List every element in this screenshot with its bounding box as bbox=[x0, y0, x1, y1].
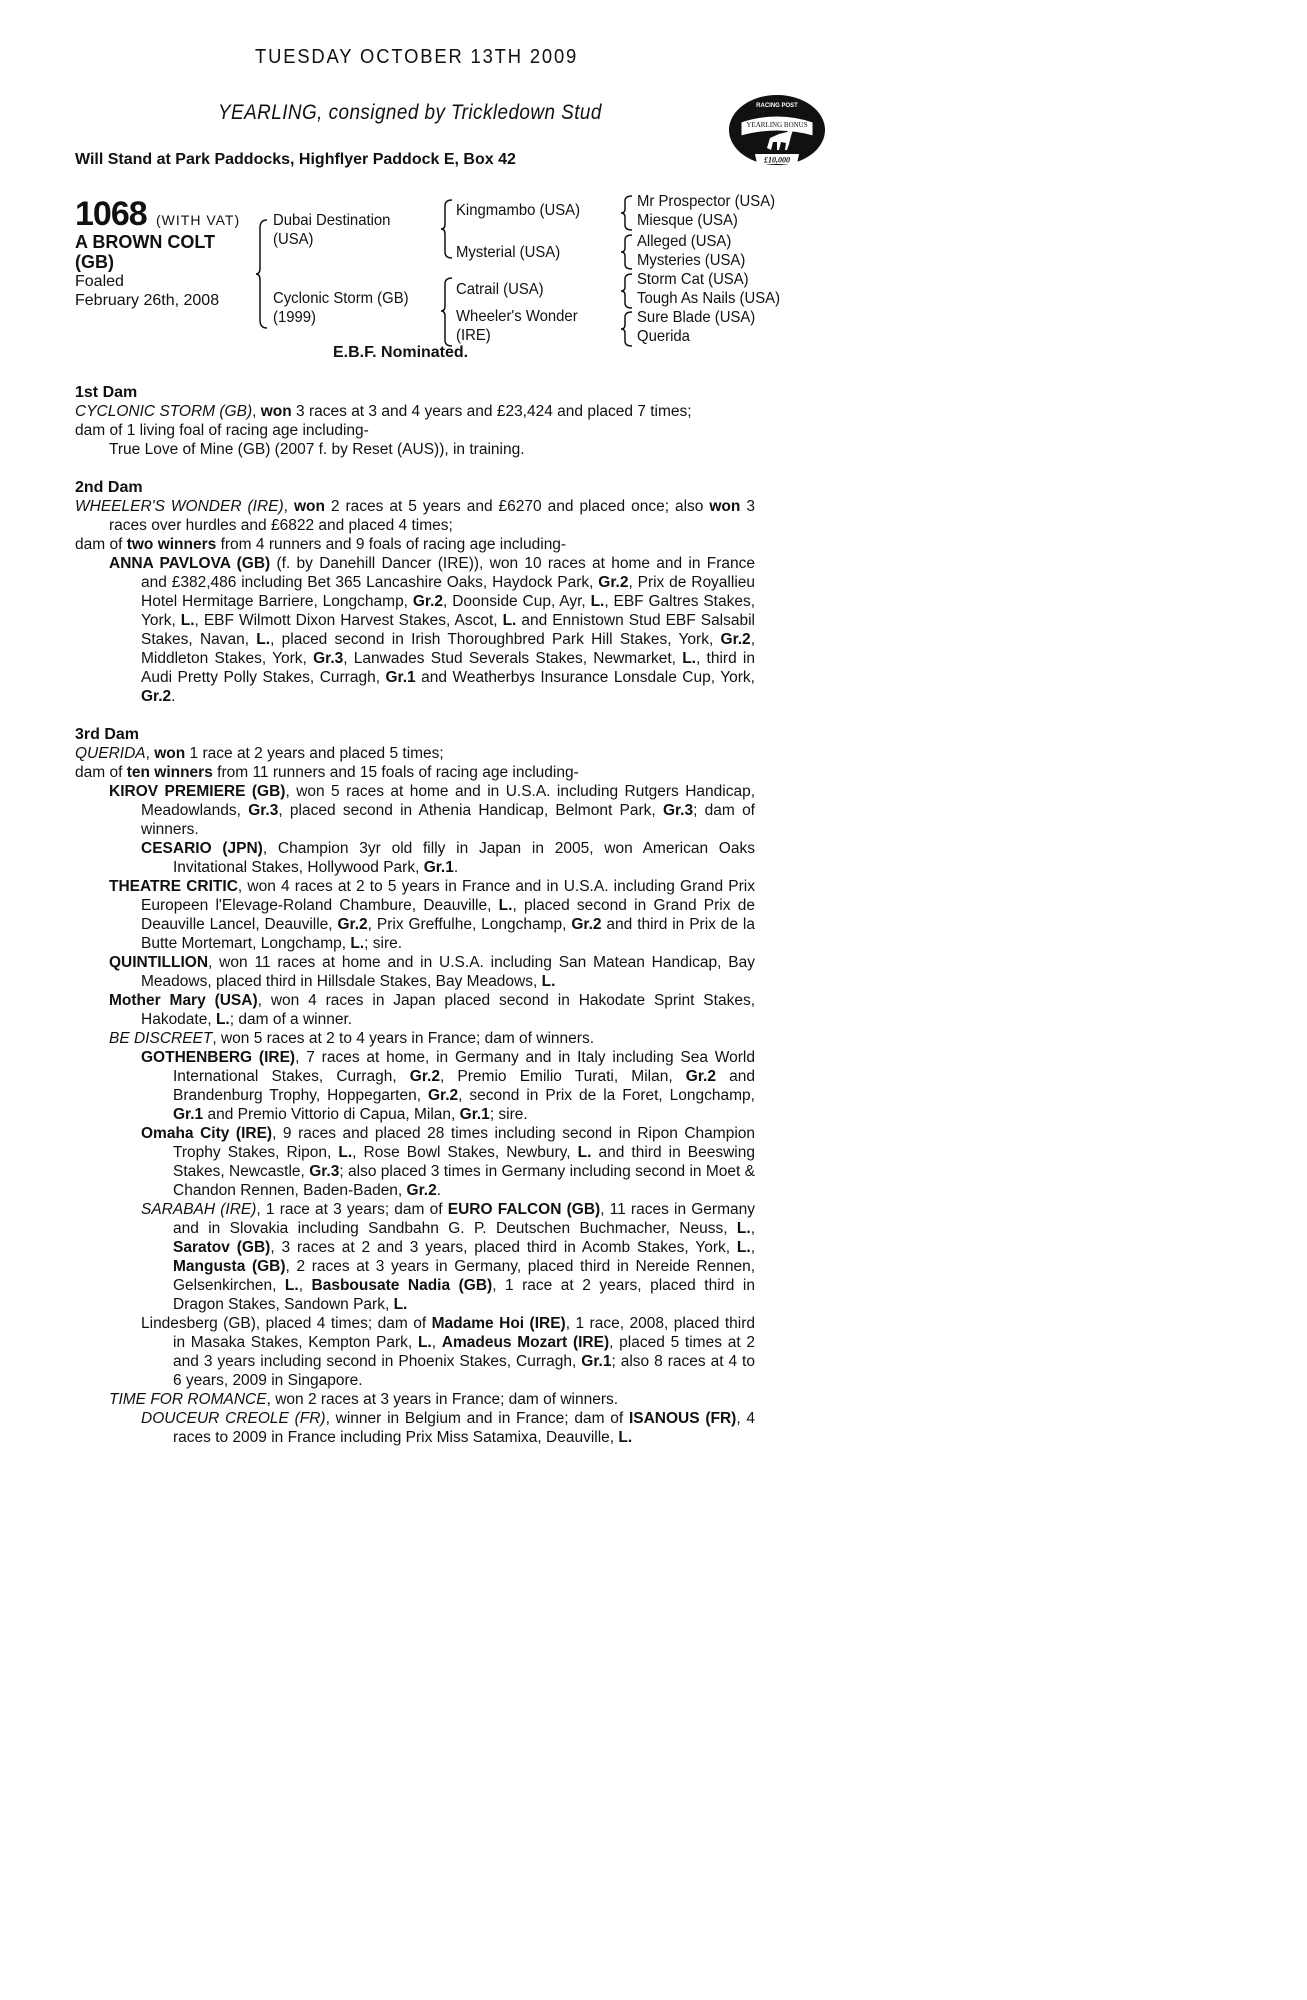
sale-date: TUESDAY OCTOBER 13TH 2009 bbox=[255, 46, 579, 68]
pedigree-sire-dam: Mysterial (USA) bbox=[456, 244, 561, 261]
first-dam-section bbox=[75, 383, 755, 459]
pedigree-dam: Cyclonic Storm (GB) (1999) bbox=[273, 290, 409, 326]
pedigree-dam-sire: Catrail (USA) bbox=[456, 281, 544, 298]
first-dam-produce-intro: dam of 1 living foal of racing age including- bbox=[75, 422, 369, 439]
mother-mary-entry: Mother Mary (USA), won 4 races in Japan placed second in Hakodate Sprint Stakes, Hakodate, L.; dam of a winner. bbox=[109, 992, 755, 1028]
first-dam-record: CYCLONIC STORM (GB), won 3 races at 3 and 4 years and £23,424 and placed 7 times; bbox=[75, 403, 692, 420]
pedigree-brace-sire bbox=[440, 198, 454, 260]
badge-amount: £10,000 bbox=[764, 155, 790, 165]
pedigree-g6: Tough As Nails (USA) bbox=[637, 290, 781, 307]
anna-pavlova-entry: ANNA PAVLOVA (GB) (f. by Danehill Dancer (IRE)), won 10 races at home and in France and £382,486 including Bet 365 Lancashire Oaks, Haydock Park, Gr.2, Prix de Royallieu Hotel Hermitage Barriere, Longchamp, Gr.2, Doonside Cup, Ayr, L., EBF Galtres Stakes, York, L., EBF Wilmott Dixon Harvest Stakes, Ascot, L. and Ennistown Stud EBF Salsabil Stakes, Navan, L., placed second in Irish Thoroughbred Park Hill Stakes, York, Gr.2, Middleton Stakes, York, Gr.3, Lanwades Stud Severals Stakes, Newmarket, L., third in Audi Pretty Polly Stakes, Curragh, Gr.1 and Weatherbys Insurance Lonsdale Cup, York, Gr.2. bbox=[109, 555, 756, 705]
third-dam-record: QUERIDA, won 1 race at 2 years and placed 5 times; bbox=[75, 745, 444, 762]
first-dam-produce-item: True Love of Mine (GB) (2007 f. by Reset (AUS)), in training. bbox=[109, 441, 525, 458]
yearling-bonus-badge bbox=[727, 92, 827, 170]
sarabah-entry: SARABAH (IRE), 1 race at 3 years; dam of EURO FALCON (GB), 11 races in Germany and in Slovakia including Sandbahn G. P. Deutschen Buchmacher, Neuss, L., Saratov (GB), 3 races at 2 and 3 years, placed third in Acomb Stakes, York, L., Mangusta (GB), 2 races at 3 years in Germany, placed third in Nereide Rennen, Gelsenkirchen, L., Basbousate Nadia (GB), 1 race at 2 years, placed third in Dragon Stakes, Sandown Park, L. bbox=[141, 1201, 756, 1313]
badge-top-text: RACING POST bbox=[756, 103, 798, 109]
pedigree-g2: Miesque (USA) bbox=[637, 212, 738, 229]
pedigree-g1: Mr Prospector (USA) bbox=[637, 193, 776, 210]
pedigree-sire-sire: Kingmambo (USA) bbox=[456, 202, 581, 219]
pedigree-dam-dam: Wheeler's Wonder (IRE) bbox=[456, 308, 578, 344]
ebf-nominated: E.B.F. Nominated. bbox=[333, 344, 469, 361]
kirov-premiere-entry: KIROV PREMIERE (GB), won 5 races at home and in U.S.A. including Rutgers Handicap, Meadowlands, Gr.3, placed second in Athenia Handicap, Belmont Park, Gr.3; dam of winners. bbox=[109, 783, 755, 838]
foaled-date: February 26th, 2008 bbox=[75, 292, 220, 309]
theatre-critic-entry: THEATRE CRITIC, won 4 races at 2 to 5 years in France and in U.S.A. including Grand Prix Europeen l'Elevage-Roland Chambure, Deauville, L., placed second in Grand Prix de Deauville Lancel, Deauville, Gr.2, Prix Greffulhe, Longchamp, Gr.2 and third in Prix de la Butte Mortemart, Longchamp, L.; sire. bbox=[109, 878, 755, 952]
quintillion-entry: QUINTILLION, won 11 races at home and in U.S.A. including San Matean Handicap, Bay Meadows, placed third in Hillsdale Stakes, Bay Meadows, L. bbox=[109, 954, 755, 990]
lot-description: A BROWN COLT (GB) bbox=[75, 232, 215, 272]
cesario-entry: CESARIO (JPN), Champion 3yr old filly in Japan in 2005, won American Oaks Invitational Stakes, Hollywood Park, Gr.1. bbox=[141, 840, 755, 876]
gothenberg-entry: GOTHENBERG (IRE), 7 races at home, in Germany and in Italy including Sea World International Stakes, Curragh, Gr.2, Premio Emilio Turati, Milan, Gr.2 and Brandenburg Trophy, Hoppegarten, Gr.2, second in Prix de la Foret, Longchamp, Gr.1 and Premio Vittorio di Capua, Milan, Gr.1; sire. bbox=[141, 1049, 755, 1123]
pedigree-g4: Mysteries (USA) bbox=[637, 252, 746, 269]
third-dam-produce-intro: dam of ten winners from 11 runners and 15 foals of racing age including- bbox=[75, 764, 579, 781]
pedigree-brace-dam bbox=[440, 276, 454, 348]
second-dam-heading: 2nd Dam bbox=[75, 479, 143, 496]
pedigree-brace-g2 bbox=[620, 233, 634, 271]
third-dam-section bbox=[75, 725, 755, 1447]
pedigree-g3: Alleged (USA) bbox=[637, 233, 732, 250]
second-dam-produce-intro: dam of two winners from 4 runners and 9 foals of racing age including- bbox=[75, 536, 567, 553]
omaha-city-entry: Omaha City (IRE), 9 races and placed 28 times including second in Ripon Champion Trophy Stakes, Ripon, L., Rose Bowl Stakes, Newbury, L. and third in Beeswing Stakes, Newcastle, Gr.3; also placed 3 times in Germany including second in Moet & Chandon Rennen, Baden-Baden, Gr.2. bbox=[141, 1125, 756, 1199]
pedigree-brace-g3 bbox=[620, 272, 634, 310]
second-dam-record: WHEELER'S WONDER (IRE), won 2 races at 5 years and £6270 and placed once; also won 3 races over hurdles and £6822 and placed 4 times; bbox=[75, 498, 755, 534]
be-discreet-entry: BE DISCREET, won 5 races at 2 to 4 years in France; dam of winners. bbox=[109, 1030, 595, 1047]
pedigree-sire: Dubai Destination (USA) bbox=[273, 212, 391, 248]
time-for-romance-entry: TIME FOR ROMANCE, won 2 races at 3 years in France; dam of winners. bbox=[109, 1391, 619, 1408]
first-dam-name: CYCLONIC STORM (GB) bbox=[75, 403, 253, 420]
badge-middle-text: YEARLING BONUS bbox=[746, 121, 808, 129]
lot-vat: (WITH VAT) bbox=[156, 212, 241, 228]
douceur-creole-entry: DOUCEUR CREOLE (FR), winner in Belgium and in France; dam of ISANOUS (FR), 4 races to 2009 in France including Prix Miss Satamixa, Deauville, L. bbox=[141, 1410, 755, 1446]
lindesberg-entry: Lindesberg (GB), placed 4 times; dam of Madame Hoi (IRE), 1 race, 2008, placed third in Masaka Stakes, Kempton Park, L., Amadeus Mozart (IRE), placed 5 times at 2 and 3 years including second in Phoenix Stakes, Curragh, Gr.1; also 8 races at 4 to 6 years, 2009 in Singapore. bbox=[141, 1315, 755, 1389]
stand-location: Will Stand at Park Paddocks, Highflyer Paddock E, Box 42 bbox=[75, 151, 516, 168]
pedigree-brace-main bbox=[255, 218, 271, 330]
consignor-line: YEARLING, consigned by Trickledown Stud bbox=[218, 101, 602, 124]
pedigree-g8: Querida bbox=[637, 328, 690, 345]
third-dam-heading: 3rd Dam bbox=[75, 726, 140, 743]
foaled-label: Foaled bbox=[75, 273, 124, 290]
pedigree-brace-g1 bbox=[620, 194, 634, 232]
pedigree-g5: Storm Cat (USA) bbox=[637, 271, 749, 288]
pedigree-brace-g4 bbox=[620, 310, 634, 348]
foaled-info bbox=[75, 272, 219, 310]
pedigree-g7: Sure Blade (USA) bbox=[637, 309, 756, 326]
lot-number: 1068 bbox=[75, 195, 147, 233]
second-dam-section bbox=[75, 478, 755, 706]
first-dam-heading: 1st Dam bbox=[75, 384, 138, 401]
